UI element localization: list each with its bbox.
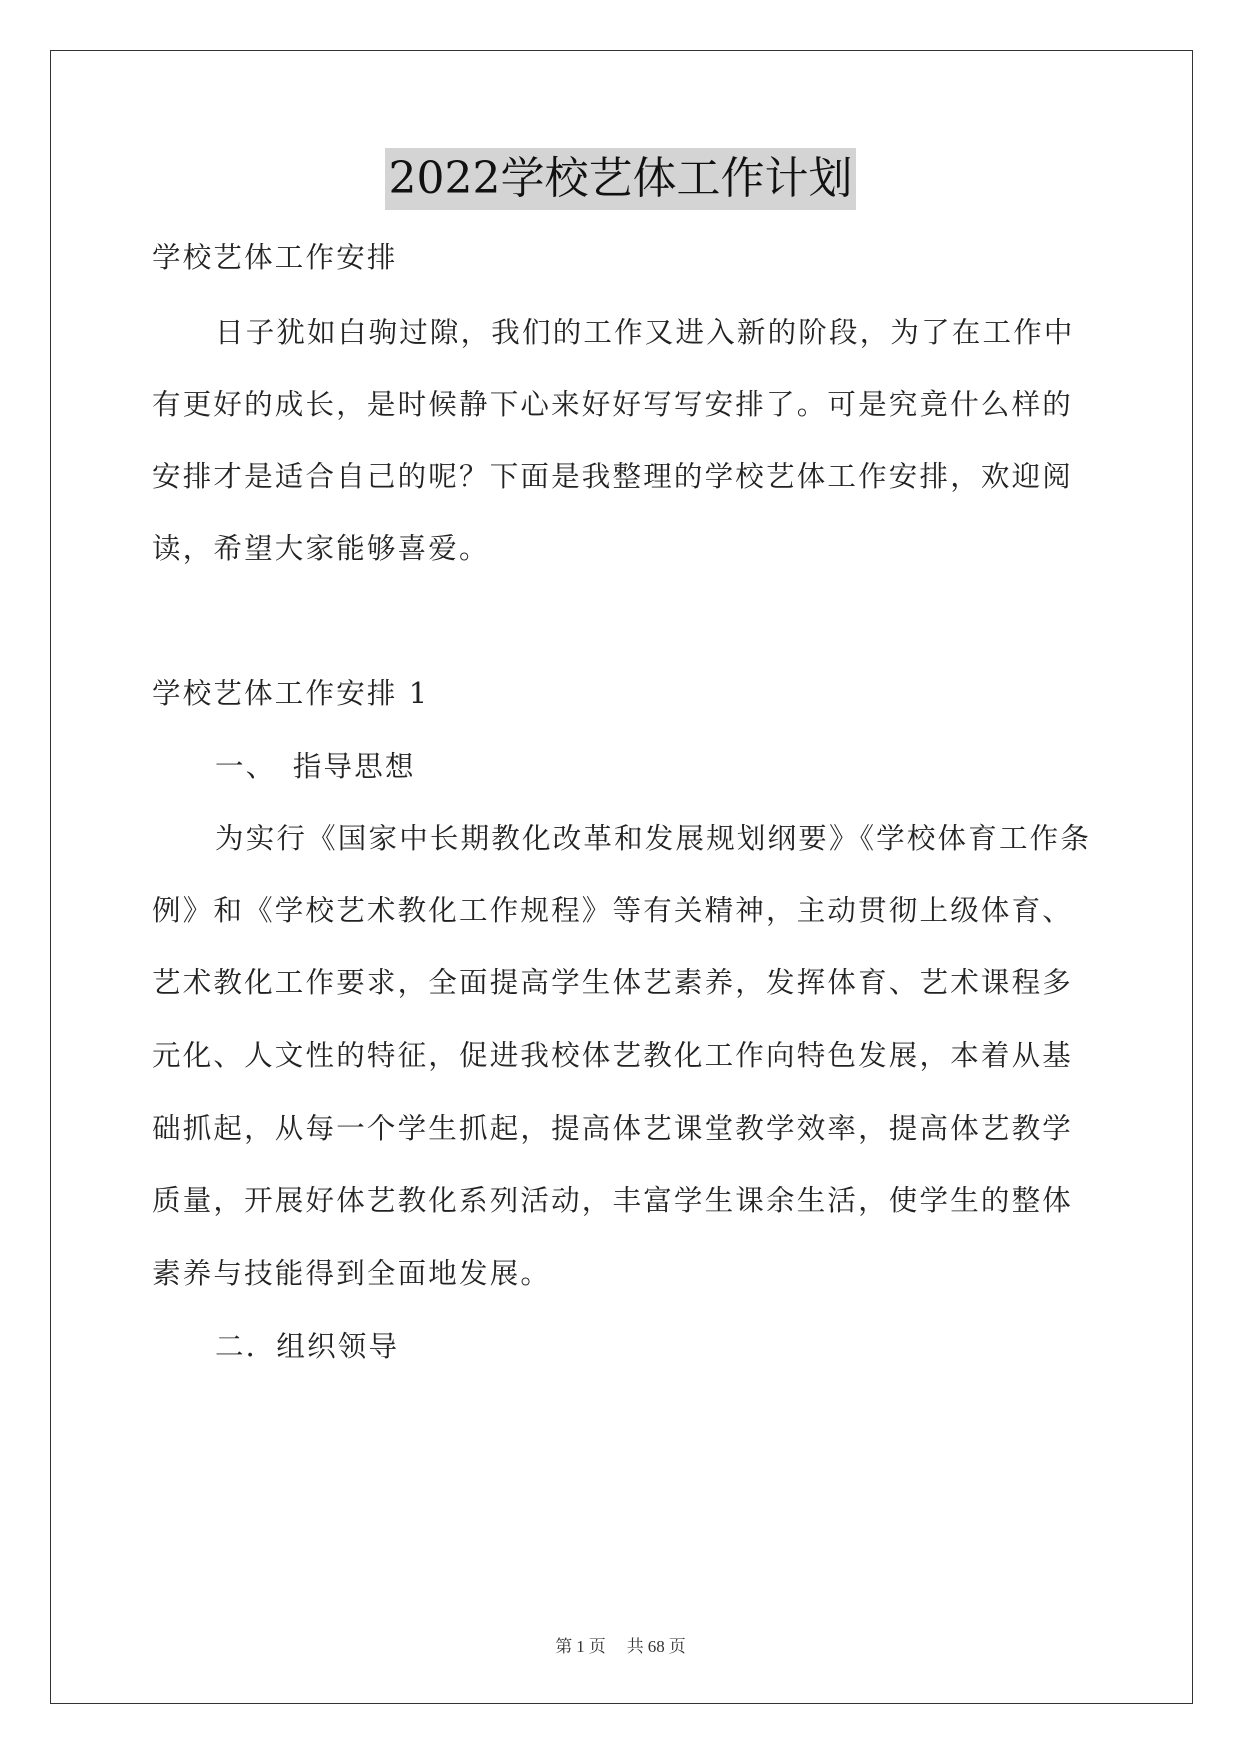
paragraph-line: 为实行《国家中长期教化改革和发展规划纲要》《学校体育工作条: [215, 822, 1092, 855]
total-pages: 68: [647, 1637, 665, 1656]
paragraph-line: 艺术教化工作要求，全面提高学生体艺素养，发挥体育、艺术课程多: [152, 966, 1074, 999]
paragraph-line: 础抓起，从每一个学生抓起，提高体艺课堂教学效率，提高体艺教学: [152, 1112, 1074, 1145]
subsection-heading: 二．组织领导: [215, 1330, 400, 1363]
paragraph-line: 日子犹如白驹过隙，我们的工作又进入新的阶段，为了在工作中: [215, 316, 1075, 349]
total-suffix: 页: [668, 1637, 686, 1656]
paragraph-line: 有更好的成长，是时候静下心来好好写写安排了。可是究竟什么样的: [152, 388, 1074, 421]
paragraph-line: 素养与技能得到全面地发展。: [152, 1257, 552, 1290]
page-border: [50, 50, 1193, 1704]
page-suffix: 页: [588, 1637, 606, 1656]
paragraph-line: 元化、人文性的特征，促进我校体艺教化工作向特色发展，本着从基: [152, 1039, 1074, 1072]
total-prefix: 共: [626, 1637, 644, 1656]
paragraph-line: 安排才是适合自己的呢？下面是我整理的学校艺体工作安排，欢迎阅: [152, 460, 1074, 493]
intro-heading: 学校艺体工作安排: [152, 241, 398, 274]
page-prefix: 第: [555, 1637, 573, 1656]
paragraph-line: 读，希望大家能够喜爱。: [152, 532, 490, 565]
page-number: 1: [576, 1637, 585, 1656]
page-footer: [0, 1632, 1241, 1657]
paragraph-line: 质量，开展好体艺教化系列活动，丰富学生课余生活，使学生的整体: [152, 1184, 1074, 1217]
title-container: [0, 148, 1241, 210]
subsection-heading: 一、 指导思想: [215, 750, 416, 783]
document-title: 2022学校艺体工作计划: [385, 148, 857, 210]
paragraph-line: 例》和《学校艺术教化工作规程》等有关精神，主动贯彻上级体育、: [152, 894, 1074, 927]
section-heading: 学校艺体工作安排 1: [152, 677, 430, 710]
